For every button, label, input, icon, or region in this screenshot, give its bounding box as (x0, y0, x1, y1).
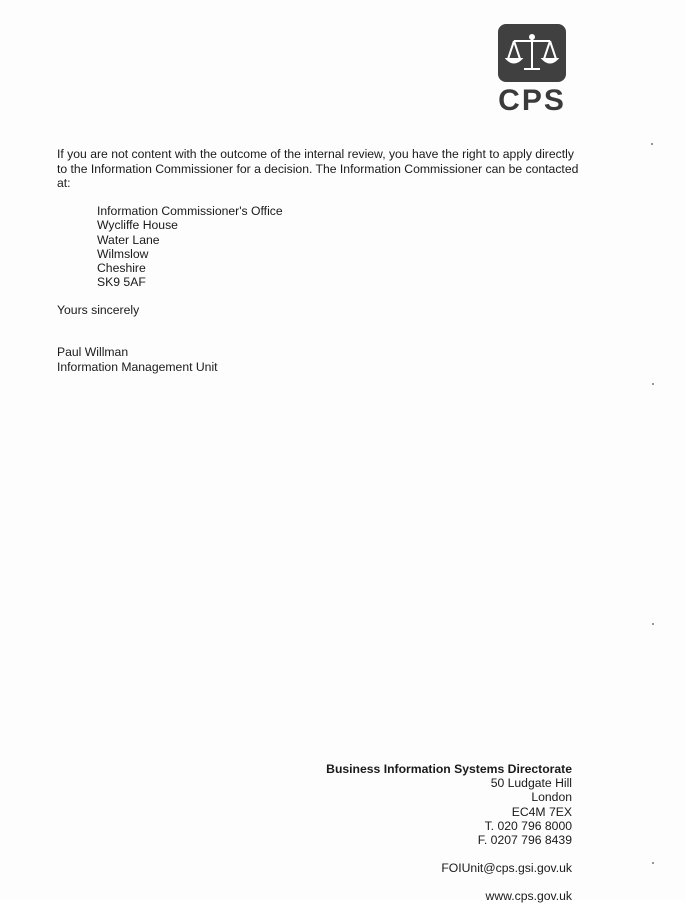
footer-phone: T. 020 796 8000 (484, 818, 572, 833)
address-line: Cheshire (97, 261, 146, 276)
footer-email: FOIUnit@cps.gsi.gov.uk (441, 861, 572, 876)
footer-address-line: 50 Ludgate Hill (490, 776, 572, 791)
logo-text: CPS (498, 84, 566, 117)
address-line: Information Commissioner's Office (97, 204, 283, 218)
commissioner-address (97, 204, 283, 290)
address-line: SK9 5AF (97, 275, 146, 290)
signature-unit: Information Management Unit (57, 359, 218, 374)
scan-speck (652, 862, 654, 864)
address-line: Wilmslow (97, 246, 149, 261)
closing-salutation: Yours sincerely (57, 303, 140, 317)
address-line: Water Lane (97, 232, 160, 247)
footer-website: www.cps.gov.uk (485, 889, 572, 904)
scan-speck (651, 143, 653, 145)
address-line: Wycliffe House (97, 218, 178, 233)
scales-of-justice-icon (498, 24, 566, 82)
footer-contact (326, 762, 572, 904)
footer-fax: F. 0207 796 8439 (477, 833, 572, 848)
cps-logo (496, 24, 568, 118)
body-paragraph: If you are not content with the outcome of the internal review, you have the right to apply directly to the Information Commissioner for a decision. The Information Commissioner can be contacted at: (57, 147, 579, 190)
signature-name: Paul Willman (57, 345, 129, 359)
scan-speck (652, 623, 654, 625)
signature-block (57, 345, 218, 374)
footer-address-line: EC4M 7EX (511, 804, 572, 819)
footer-address-line: London (531, 790, 572, 805)
footer-directorate: Business Information Systems Directorate (326, 762, 572, 776)
scan-speck (652, 383, 654, 385)
